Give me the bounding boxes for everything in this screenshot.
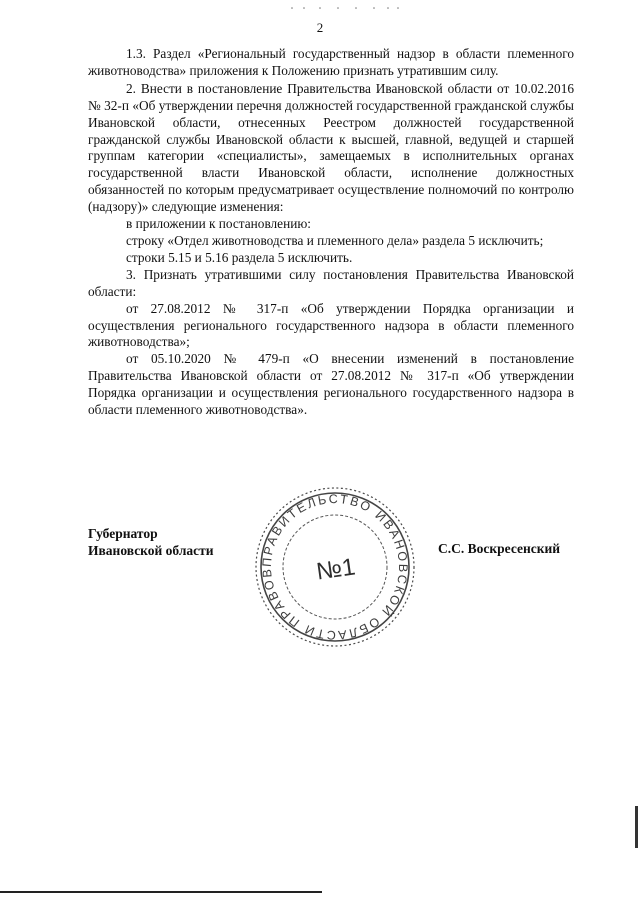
paragraph-1-3: 1.3. Раздел «Региональный государственный надзор в области племенного животноводства» приложения к Положению признать утратившим силу.	[88, 46, 574, 78]
paragraph-lines-exclude: строки 5.15 и 5.16 раздела 5 исключить.	[126, 249, 353, 265]
paragraph-3: 3. Признать утратившими силу постановления Правительства Ивановской области:	[88, 266, 574, 299]
scan-artifact	[290, 6, 400, 10]
signatory-position	[88, 525, 214, 559]
stamp-ring-text: ПРАВИТЕЛЬСТВО ИВАНОВСКОЙ ОБЛАСТИ ПРАВОВ	[259, 491, 411, 643]
scan-edge-mark	[635, 806, 638, 848]
document-body	[88, 46, 574, 419]
official-stamp	[250, 487, 420, 647]
bottom-rule	[0, 891, 322, 893]
paragraph-appendix: в приложении к постановлению:	[126, 216, 311, 232]
page-number: 2	[316, 20, 324, 35]
paragraph-decree-479: от 05.10.2020 № 479-п «О внесении изменений в постановление Правительства Ивановской области от 27.08.2012 № 317-п «Об утверждении Порядка организации и осуществления регионального государственного надзора в области племенного животноводства».	[88, 351, 574, 418]
paragraph-decree-317: от 27.08.2012 № 317-п «Об утверждении Порядка организации и осуществления регионального государственного надзора в области племенного животноводства»;	[88, 300, 574, 350]
position-title: Губернатор	[88, 526, 158, 541]
stamp-center-text: №1	[314, 553, 358, 586]
signatory-name: С.С. Воскресенский	[438, 541, 561, 556]
paragraph-line-item: строку «Отдел животноводства и племенного дела» раздела 5 исключить;	[126, 232, 544, 248]
paragraph-2: 2. Внести в постановление Правительства Ивановской области от 10.02.2016 № 32-п «Об утверждении перечня должностей государственной гражданской службы Ивановской области, отнесенных Реестром должностей государственной гражданской службы Ивановской области к высшей, главной, ведущей и старшей группам категории «специалисты», замещаемых в исполнительных органах государственной власти Ивановской области, исполнение должностных обязанностей по которым предусматривает осуществление полномочий по контролю (надзору)» следующие изменения:	[88, 80, 574, 215]
position-region: Ивановской области	[88, 543, 214, 558]
